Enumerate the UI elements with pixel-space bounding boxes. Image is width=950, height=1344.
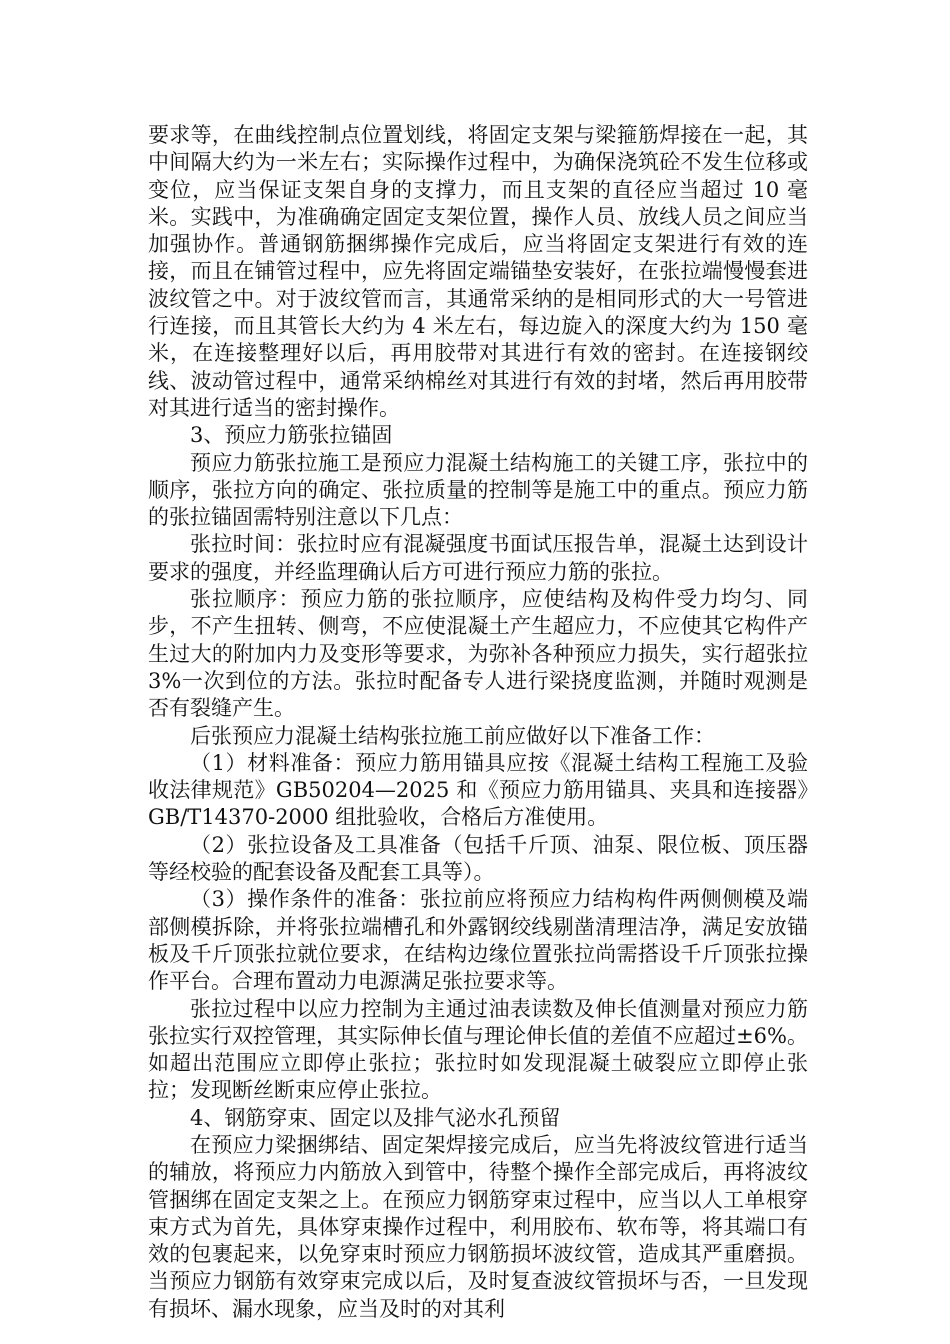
section-heading-4: 4、钢筋穿束、固定以及排气泌水孔预留 [190, 1105, 561, 1130]
paragraph-operating-conditions: （3）操作条件的准备：张拉前应将预应力结构构件两侧侧模及端部侧模拆除，并将张拉端槽孔和外露钢绞线剔凿清理洁净，满足安放锚板及千斤顶张拉就位要求，在结构边缘位置张拉尚需搭设千斤顶张拉操作平台。合理布置动力电源满足张拉要求等。 [148, 887, 808, 994]
paragraph-equipment-preparation: （2）张拉设备及工具准备（包括千斤顶、油泵、限位板、顶压器等经校验的配套设备及配套工具等）。 [148, 832, 808, 885]
paragraph-material-preparation: （1）材料准备：预应力筋用锚具应按《混凝土结构工程施工及验收法律规范》GB50204—2025 和《预应力筋用锚具、夹具和连接器》GB/T14370-2000 组批验收，合格后方准使用。 [148, 750, 808, 830]
paragraph-support-installation: 要求等，在曲线控制点位置划线，将固定支架与梁箍筋焊接在一起，其中间隔大约为一米左右；实际操作过程中，为确保浇筑砼不发生位移或变位，应当保证支架自身的支撑力，而且支架的直径应当超过 10 毫米。实践中，为准确确定固定支架位置，操作人员、放线人员之间应当加强协作。普通钢筋捆绑操作完成后，应当将固定支架进行有效的连接，而且在铺管过程中，应先将固定端锚垫安装好，在张拉端慢慢套进波纹管之中。对于波纹管而言，其通常采纳的是相同形式的大一号管进行连接，而且其管长大约为 4 米左右，每边旋入的深度大约为 150 毫米，在连接整理好以后，再用胶带对其进行有效的密封。在连接钢绞线、波动管过程中，通常采纳棉丝对其进行有效的封堵，然后再用胶带对其进行适当的密封操作。 [148, 123, 808, 420]
paragraph-tension-control: 张拉过程中以应力控制为主通过油表读数及伸长值测量对预应力筋张拉实行双控管理，其实际伸长值与理论伸长值的差值不应超过±6%。如超出范围应立即停止张拉；张拉时如发现混凝土破裂应立即停止张拉；发现断丝断束应停止张拉。 [148, 996, 808, 1103]
paragraph-tension-intro: 预应力筋张拉施工是预应力混凝土结构施工的关键工序，张拉中的顺序，张拉方向的确定、张拉质量的控制等是施工中的重点。预应力筋的张拉锚固需特别注意以下几点： [148, 450, 808, 530]
document-body [148, 122, 808, 1323]
paragraph-preparation-intro: 后张预应力混凝土结构张拉施工前应做好以下准备工作： [190, 723, 715, 748]
paragraph-tension-time: 张拉时间：张拉时应有混凝强度书面试压报告单，混凝土达到设计要求的强度，并经监理确认后方可进行预应力筋的张拉。 [148, 532, 808, 584]
paragraph-tension-order: 张拉顺序：预应力筋的张拉顺序，应使结构及构件受力均匀、同步，不产生扭转、侧弯，不应使混凝土产生超应力，不应使其它构件产生过大的附加内力及变形等要求，为弥补各种预应力损失，实行超张拉 3%一次到位的方法。张拉时配备专人进行梁挠度监测，并随时观测是否有裂缝产生。 [148, 587, 808, 721]
paragraph-threading: 在预应力梁捆绑结、固定架焊接完成后，应当先将波纹管进行适当的辅放，将预应力内筋放入到管中，待整个操作全部完成后，再将波纹管捆绑在固定支架之上。在预应力钢筋穿束过程中，应当以人工单根穿束方式为首先，具体穿束操作过程中，利用胶布、软布等，将其端口有效的包裹起来，以免穿束时预应力钢筋损坏波纹管，造成其严重磨损。当预应力钢筋有效穿束完成以后，及时复查波纹管损坏与否，一旦发现有损坏、漏水现象，应当及时的对其利 [148, 1132, 808, 1321]
section-heading-3: 3、预应力筋张拉锚固 [190, 423, 393, 448]
